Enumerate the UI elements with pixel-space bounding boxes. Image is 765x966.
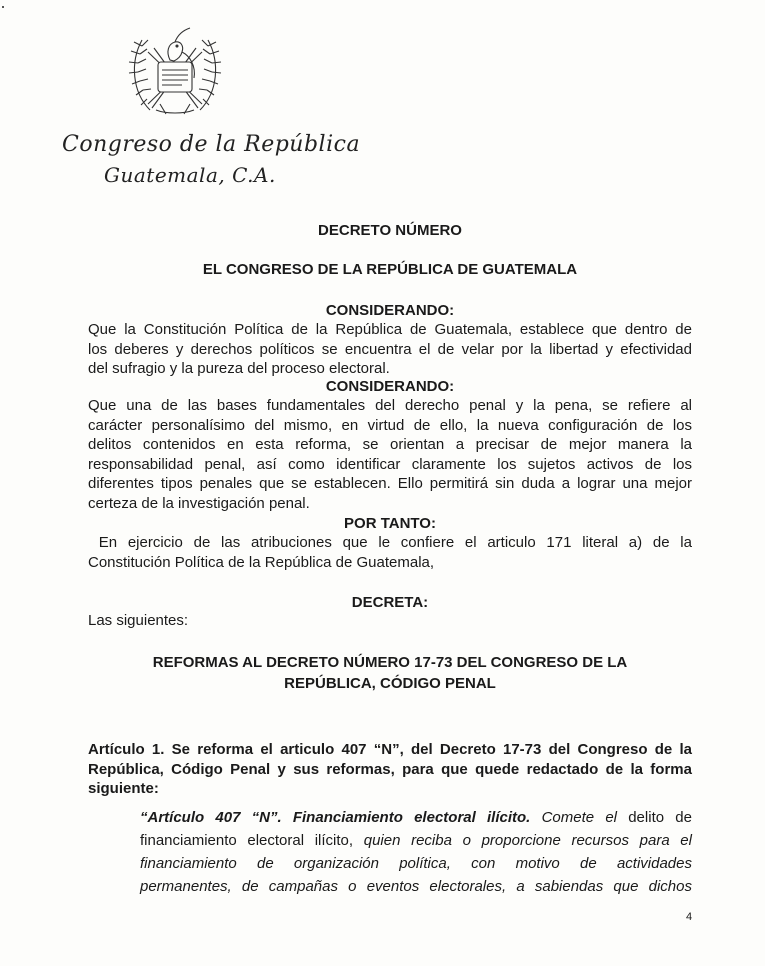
- decreta-heading: DECRETA:: [351, 594, 429, 611]
- page-number: 4: [686, 911, 693, 923]
- por-tanto-text: [88, 533, 692, 572]
- text-line: del sufragio y la pureza del proceso electoral.: [88, 360, 390, 377]
- reformas-title: [88, 652, 692, 694]
- congress-title: EL CONGRESO DE LA REPÚBLICA DE GUATEMALA: [202, 261, 578, 278]
- scan-speck: [2, 6, 4, 8]
- article-heading: “Artículo 407 “N”. Financiamiento electoral ilícito.: [140, 809, 531, 826]
- article-1-intro: [88, 740, 692, 799]
- text-fragment: delito de: [617, 809, 692, 826]
- text-line: En ejercicio de las atribuciones que le confiere el articulo 171 literal a) de la: [88, 534, 692, 551]
- text-line: [140, 829, 692, 852]
- text-fragment: Comete el: [530, 809, 617, 826]
- reformas-title-line: REFORMAS AL DECRETO NÚMERO 17-73 DEL CONGRESO DE LA: [152, 654, 628, 671]
- text-line: los deberes y derechos políticos se encuentra el de velar por la libertad y efectividad: [88, 340, 692, 358]
- letterhead-location: Guatemala, C.A.: [104, 163, 276, 187]
- letterhead: [62, 132, 360, 187]
- reformas-title-line: REPÚBLICA, CÓDIGO PENAL: [284, 675, 496, 692]
- text-line: delitos contenidos en esta reforma, se orientan a precisar de mejor manera la: [88, 436, 692, 453]
- text-line: carácter personalísimo del mismo, en virtud de ello, la nueva configuración de los: [88, 416, 692, 434]
- decree-title: DECRETO NÚMERO: [318, 222, 462, 239]
- por-tanto-heading: POR TANTO:: [344, 515, 436, 532]
- text-line: [140, 806, 692, 829]
- text-line: permanentes, de campañas o eventos electorales, a sabiendas que dichos: [140, 878, 692, 895]
- text-fragment: financiamiento electoral ilícito,: [140, 832, 354, 849]
- text-fragment: quien reciba o proporcione recursos para el: [353, 832, 692, 849]
- text-line: diferentes tipos penales que se establecen. Ello permitirá sin duda a lograr una mejor: [88, 475, 692, 492]
- considerando-2-text: [88, 396, 692, 513]
- text-line: siguiente:: [88, 780, 159, 797]
- decreta-text: Las siguientes:: [88, 612, 189, 629]
- article-407n-quote: [140, 806, 692, 898]
- considerando-1-text: [88, 320, 692, 379]
- letterhead-congress: Congreso de la República: [62, 132, 361, 157]
- text-line: Que una de las bases fundamentales del derecho penal y la pena, se refiere al: [88, 397, 692, 414]
- text-line: Que la Constitución Política de la República de Guatemala, establece que dentro de: [88, 321, 692, 338]
- text-line: responsabilidad penal, así como identificar claramente los sujetos activos de los: [88, 455, 692, 473]
- considerando-1-heading: CONSIDERANDO:: [325, 302, 455, 319]
- text-line: Artículo 1. Se reforma el articulo 407 “N”, del Decreto 17-73 del Congreso de la: [88, 741, 692, 758]
- text-line: certeza de la investigación penal.: [88, 494, 310, 512]
- coat-of-arms-seal: [120, 22, 230, 120]
- text-line: financiamiento de organización política, con motivo de actividades: [140, 855, 692, 872]
- considerando-2-heading: CONSIDERANDO:: [325, 378, 455, 395]
- text-line: República, Código Penal y sus reformas, para que quede redactado de la forma: [88, 760, 692, 778]
- text-line: Constitución Política de la República de Guatemala,: [88, 553, 435, 571]
